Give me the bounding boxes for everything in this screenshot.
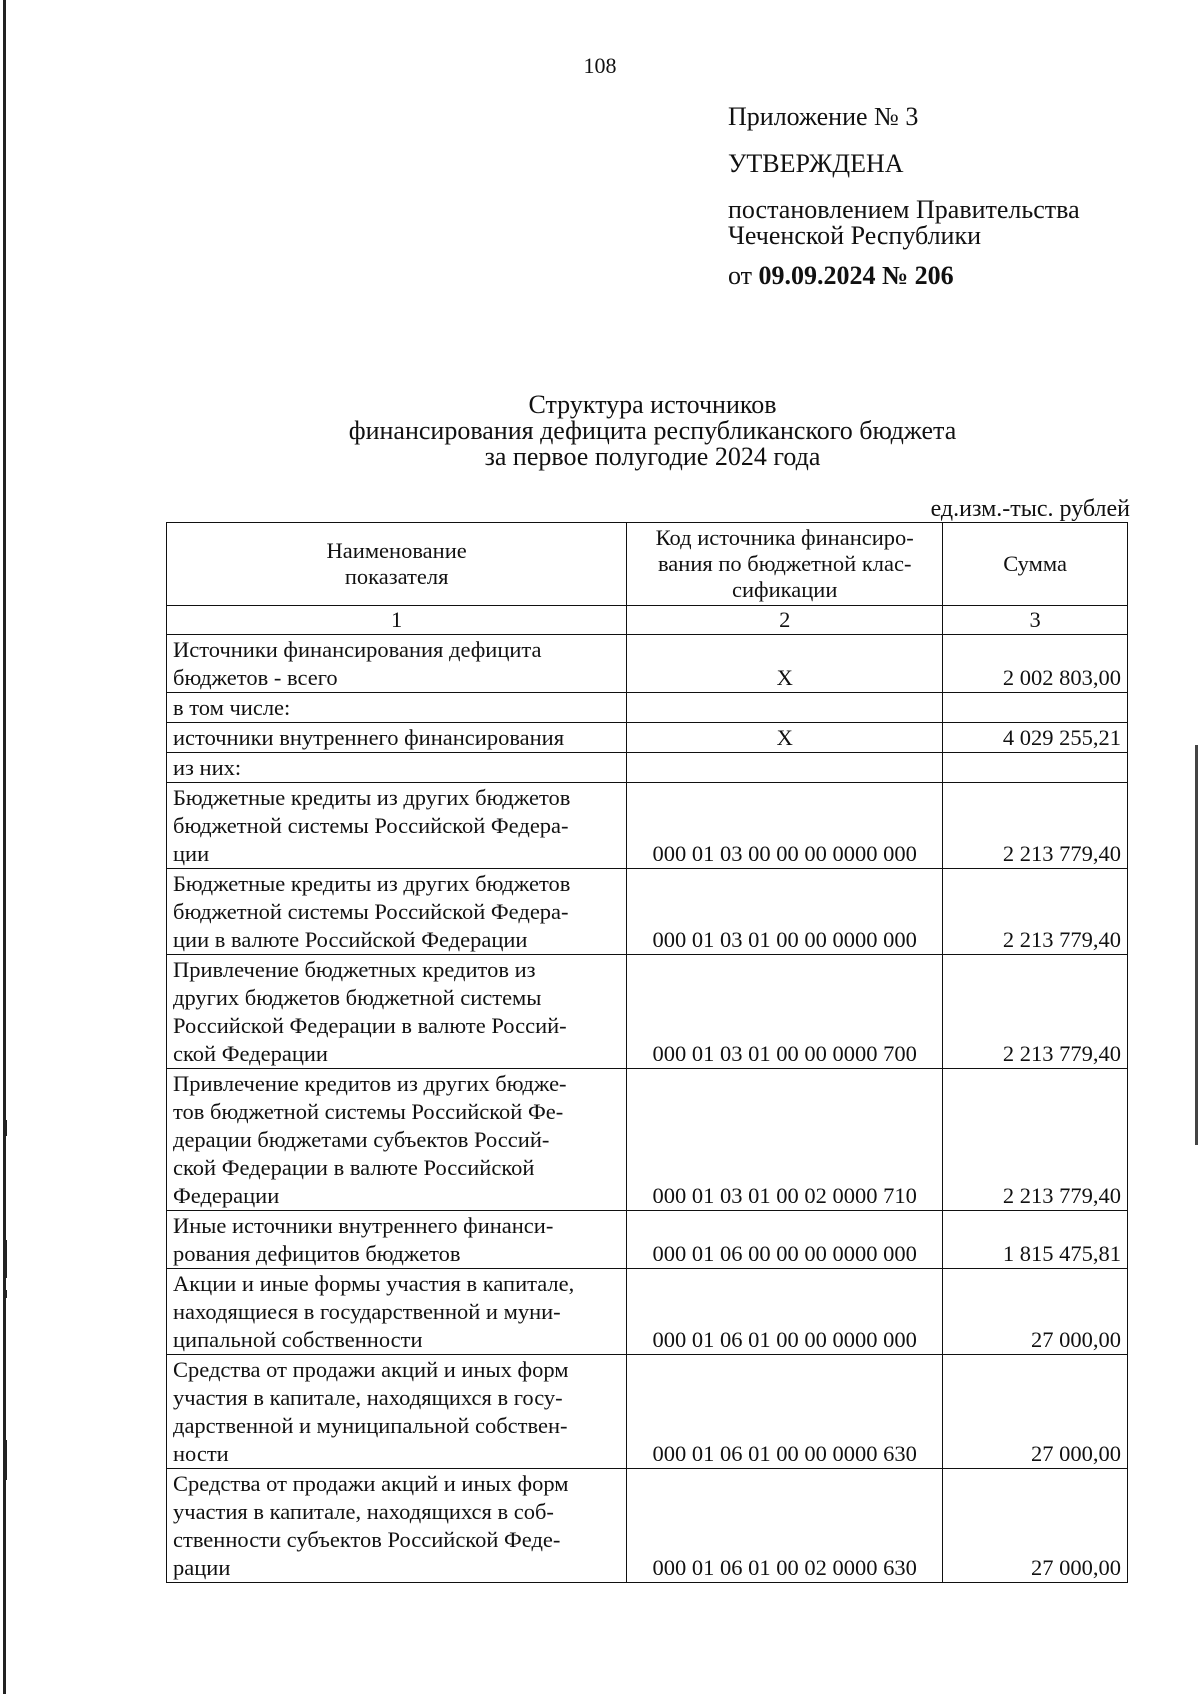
header-name	[167, 523, 627, 606]
annex-label: Приложение № 3	[728, 102, 919, 131]
table-row	[167, 955, 1128, 1069]
row-code-cell: 000 01 06 01 00 00 0000 630	[627, 1355, 943, 1469]
row-name-cell: Бюджетные кредиты из других бюджетов бюджетной системы Российской Федера- ции	[167, 783, 627, 869]
row-name-cell: Акции и иные формы участия в капитале, находящиеся в государственной и муни- ципальной собственности	[167, 1269, 627, 1355]
table-body	[167, 523, 1128, 1583]
table-row	[167, 723, 1128, 753]
row-sum-cell: 2 213 779,40	[943, 869, 1128, 955]
column-number: 1	[167, 606, 627, 635]
scan-margin-mark	[4, 1440, 7, 1480]
row-sum-cell: 4 029 255,21	[943, 723, 1128, 753]
row-code-cell: 000 01 03 00 00 00 0000 000	[627, 783, 943, 869]
row-code-cell: 000 01 03 01 00 02 0000 710	[627, 1069, 943, 1211]
row-sum-cell: 2 002 803,00	[943, 635, 1128, 693]
row-name-cell: Привлечение бюджетных кредитов из других бюджетов бюджетной системы Российской Федерации в валюте Россий- ской Федерации	[167, 955, 627, 1069]
decree-date: 09.09.2024 № 206	[758, 261, 954, 290]
title-line-1: Структура источников	[528, 390, 777, 419]
table-row	[167, 1211, 1128, 1269]
row-name-cell: Средства от продажи акций и иных форм участия в капитале, находящихся в госу- дарственной и муниципальной собствен- ности	[167, 1355, 627, 1469]
decree-date-line	[728, 263, 1080, 289]
row-name-cell: в том числе:	[167, 693, 627, 723]
row-sum-cell: 27 000,00	[943, 1269, 1128, 1355]
financing-sources-table	[166, 522, 1128, 1583]
approved-label: УТВЕРЖДЕНА	[728, 149, 904, 178]
row-sum-cell	[943, 693, 1128, 723]
scan-margin-mark	[4, 1120, 7, 1136]
row-code-cell	[627, 693, 943, 723]
date-prefix: от	[728, 261, 753, 290]
column-number-row	[167, 606, 1128, 635]
row-code-cell: 000 01 06 01 00 02 0000 630	[627, 1469, 943, 1583]
row-name-cell: Привлечение кредитов из других бюдже- тов бюджетной системы Российской Фе- дерации бюджетами субъектов Россий- ской Федерации в валюте Российской Федерации	[167, 1069, 627, 1211]
row-name-cell: источники внутреннего финансирования	[167, 723, 627, 753]
row-code-cell: 000 01 06 00 00 00 0000 000	[627, 1211, 943, 1269]
row-sum-cell: 2 213 779,40	[943, 955, 1128, 1069]
row-code-cell: X	[627, 723, 943, 753]
table-row	[167, 1269, 1128, 1355]
row-sum-cell	[943, 753, 1128, 783]
table-row	[167, 753, 1128, 783]
header-code-text: Код источника финансиро-вания по бюджетной клас-сификации	[655, 525, 914, 602]
table-row	[167, 869, 1128, 955]
decree-line-2: Чеченской Республики	[728, 221, 982, 250]
scan-margin-mark	[4, 1240, 7, 1278]
table-row	[167, 1355, 1128, 1469]
units-label: ед.изм.-тыс. рублей	[930, 496, 1130, 522]
row-code-cell: 000 01 03 01 00 00 0000 700	[627, 955, 943, 1069]
row-code-cell: X	[627, 635, 943, 693]
row-sum-cell: 27 000,00	[943, 1355, 1128, 1469]
row-code-cell	[627, 753, 943, 783]
column-number: 2	[627, 606, 943, 635]
table-row	[167, 783, 1128, 869]
table-header-row	[167, 523, 1128, 606]
title-line-3: за первое полугодие 2024 года	[484, 442, 821, 471]
row-code-cell: 000 01 06 01 00 00 0000 000	[627, 1269, 943, 1355]
header-sum: Сумма	[943, 523, 1128, 606]
scan-right-mark	[1195, 745, 1198, 1145]
document-title	[160, 392, 1145, 470]
table-row	[167, 635, 1128, 693]
scan-margin-mark	[4, 1290, 7, 1298]
table-row	[167, 1469, 1128, 1583]
row-name-cell: Бюджетные кредиты из других бюджетов бюджетной системы Российской Федера- ции в валюте Российской Федерации	[167, 869, 627, 955]
page-number: 108	[583, 53, 617, 78]
row-code-cell: 000 01 03 01 00 00 0000 000	[627, 869, 943, 955]
row-name-cell: Средства от продажи акций и иных форм участия в капитале, находящихся в соб- ственности субъектов Российской Феде- рации	[167, 1469, 627, 1583]
table-row	[167, 1069, 1128, 1211]
row-name-cell: Иные источники внутреннего финанси- рования дефицитов бюджетов	[167, 1211, 627, 1269]
row-name-cell: из них:	[167, 753, 627, 783]
header-name-text: Наименование показателя	[326, 538, 467, 589]
row-sum-cell: 2 213 779,40	[943, 1069, 1128, 1211]
row-sum-cell: 27 000,00	[943, 1469, 1128, 1583]
table-row	[167, 693, 1128, 723]
approval-block	[728, 104, 1080, 289]
row-sum-cell: 2 213 779,40	[943, 783, 1128, 869]
decree-line-1: постановлением Правительства	[728, 195, 1080, 224]
row-name-cell: Источники финансирования дефицита бюджетов - всего	[167, 635, 627, 693]
row-sum-cell: 1 815 475,81	[943, 1211, 1128, 1269]
column-number: 3	[943, 606, 1128, 635]
header-code	[627, 523, 943, 606]
title-line-2: финансирования дефицита республиканского бюджета	[348, 416, 957, 445]
